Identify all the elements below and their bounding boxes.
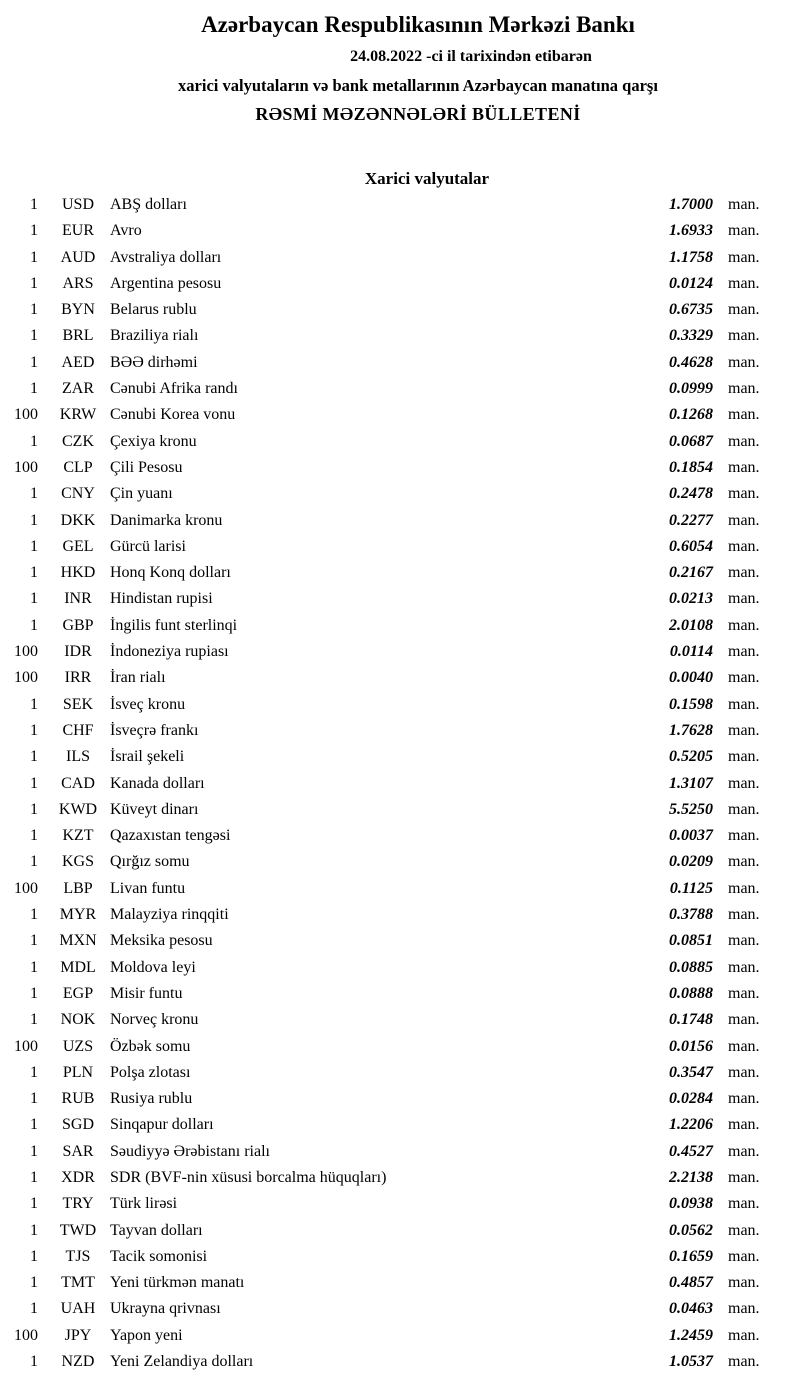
currency-name-cell: Moldova leyi xyxy=(110,958,196,976)
quantity-cell: 100 xyxy=(14,1037,38,1055)
currency-code-cell: INR xyxy=(64,590,92,608)
currency-name-cell: İndoneziya rupiası xyxy=(110,643,229,661)
subject-line: xarici valyutaların və bank metallarının Azərbaycan manatına qarşı xyxy=(178,76,658,95)
rate-value-cell: 0.3788 xyxy=(669,906,713,924)
unit-label-cell: man. xyxy=(728,1326,760,1344)
currency-code-cell: KRW xyxy=(59,406,97,424)
currency-code-cell: NOK xyxy=(60,1011,96,1029)
rate-value-cell: 0.0999 xyxy=(669,380,713,398)
rate-value-cell: 0.0885 xyxy=(669,958,713,976)
currency-code-cell: HKD xyxy=(60,564,96,582)
currency-name-cell: Argentina pesosu xyxy=(110,274,222,292)
currency-code-cell: SAR xyxy=(62,1142,94,1160)
currency-code-cell: CAD xyxy=(61,774,95,792)
currency-code-cell: ILS xyxy=(66,748,90,766)
bank-title: Azərbaycan Respublikasının Mərkəzi Bankı xyxy=(201,12,635,37)
unit-label-cell: man. xyxy=(728,458,760,476)
currency-code-cell: UZS xyxy=(62,1037,94,1055)
currency-code-cell: AUD xyxy=(60,248,96,266)
currency-code-cell: TMT xyxy=(61,1274,95,1292)
currency-name-cell: İsveçrə frankı xyxy=(110,721,199,739)
currency-code-cell: DKK xyxy=(60,511,96,529)
rate-value-cell: 0.4527 xyxy=(669,1142,713,1160)
unit-label-cell: man. xyxy=(728,406,760,424)
unit-label-cell: man. xyxy=(728,1037,760,1055)
rate-value-cell: 0.1268 xyxy=(669,406,713,424)
quantity-cell: 1 xyxy=(30,1221,38,1239)
currency-code-cell: MXN xyxy=(59,932,97,950)
unit-label-cell: man. xyxy=(728,721,760,739)
rate-row xyxy=(0,534,800,560)
quantity-cell: 100 xyxy=(14,1326,38,1344)
unit-label-cell: man. xyxy=(728,1221,760,1239)
quantity-cell: 1 xyxy=(30,196,38,213)
unit-label-cell: man. xyxy=(728,537,760,555)
currency-code-cell: EUR xyxy=(62,222,94,240)
rate-value-cell: 0.0114 xyxy=(669,643,713,661)
currency-name-cell: Yapon yeni xyxy=(110,1326,183,1344)
rate-value-cell: 1.0537 xyxy=(669,1353,713,1371)
currency-name-cell: Sinqapur dolları xyxy=(110,1116,214,1134)
currency-code-cell: EGP xyxy=(62,984,94,1002)
quantity-cell: 1 xyxy=(30,1168,38,1186)
currency-name-cell: Gürcü larisi xyxy=(110,537,186,555)
rate-row xyxy=(0,1165,800,1191)
rate-row xyxy=(0,1112,800,1138)
currency-name-cell: Qırğız somu xyxy=(110,853,190,871)
quantity-cell: 100 xyxy=(14,643,38,661)
unit-label-cell: man. xyxy=(728,301,760,319)
currency-code-cell: BRL xyxy=(62,327,94,345)
unit-label-cell: man. xyxy=(728,511,760,529)
currency-name-cell: Norveç kronu xyxy=(110,1011,199,1029)
rate-value-cell: 1.6933 xyxy=(669,222,713,240)
unit-label-cell: man. xyxy=(728,879,760,897)
unit-label-cell: man. xyxy=(728,774,760,792)
currency-code-cell: LBP xyxy=(63,879,93,897)
currency-code-cell: CNY xyxy=(61,485,95,503)
rate-value-cell: 0.1598 xyxy=(669,695,713,713)
currency-code-cell: NZD xyxy=(61,1353,95,1371)
rate-row xyxy=(0,771,800,797)
rate-value-cell: 0.4628 xyxy=(669,353,713,371)
currency-name-cell: İran rialı xyxy=(110,669,166,687)
currency-code-cell: KGS xyxy=(61,853,94,871)
quantity-cell: 1 xyxy=(30,301,38,319)
rate-row xyxy=(0,429,800,455)
currency-name-cell: Belarus rublu xyxy=(110,301,197,319)
currency-code-cell: TJS xyxy=(65,1247,91,1265)
unit-label-cell: man. xyxy=(728,984,760,1002)
currency-name-cell: İngilis funt sterlinqi xyxy=(110,616,238,634)
currency-name-cell: İsveç kronu xyxy=(110,695,186,713)
rate-value-cell: 0.2167 xyxy=(669,564,713,582)
rate-value-cell: 0.6054 xyxy=(669,537,713,555)
rate-row xyxy=(0,1218,800,1244)
section-title-foreign-currencies: Xarici valyutalar xyxy=(364,169,490,188)
currency-name-cell: Livan funtu xyxy=(110,879,186,897)
quantity-cell: 1 xyxy=(30,1353,38,1371)
quantity-cell: 1 xyxy=(30,485,38,503)
unit-label-cell: man. xyxy=(728,1300,760,1318)
rate-row xyxy=(0,350,800,376)
unit-label-cell: man. xyxy=(728,827,760,845)
quantity-cell: 1 xyxy=(30,353,38,371)
quantity-cell: 100 xyxy=(14,669,38,687)
currency-code-cell: RUB xyxy=(61,1090,95,1108)
unit-label-cell: man. xyxy=(728,248,760,266)
rate-row xyxy=(0,797,800,823)
currency-code-cell: IRR xyxy=(64,669,92,687)
currency-code-cell: USD xyxy=(61,196,94,213)
rate-row xyxy=(0,481,800,507)
rate-value-cell: 1.1758 xyxy=(669,248,713,266)
rate-value-cell: 0.2277 xyxy=(669,511,713,529)
rate-row xyxy=(0,876,800,902)
currency-code-cell: CLP xyxy=(63,458,93,476)
quantity-cell: 1 xyxy=(30,695,38,713)
quantity-cell: 1 xyxy=(30,1011,38,1029)
quantity-cell: 1 xyxy=(30,327,38,345)
unit-label-cell: man. xyxy=(728,327,760,345)
rate-value-cell: 0.0040 xyxy=(669,669,713,687)
bulletin-title: RƏSMİ MƏZƏNNƏLƏRİ BÜLLETENİ xyxy=(255,104,581,124)
unit-label-cell: man. xyxy=(728,669,760,687)
currency-code-cell: PLN xyxy=(62,1063,94,1081)
bulletin-header xyxy=(36,0,800,126)
quantity-cell: 1 xyxy=(30,564,38,582)
currency-code-cell: SEK xyxy=(62,695,94,713)
currency-code-cell: MYR xyxy=(59,906,97,924)
unit-label-cell: man. xyxy=(728,590,760,608)
rate-value-cell: 1.2206 xyxy=(669,1116,713,1134)
unit-label-cell: man. xyxy=(728,196,760,213)
unit-label-cell: man. xyxy=(728,564,760,582)
currency-name-cell: Misir funtu xyxy=(110,984,183,1002)
unit-label-cell: man. xyxy=(728,748,760,766)
rate-row xyxy=(0,1244,800,1270)
quantity-cell: 100 xyxy=(14,406,38,424)
rates-table xyxy=(0,192,800,1375)
unit-label-cell: man. xyxy=(728,1090,760,1108)
currency-code-cell: GBP xyxy=(62,616,94,634)
rate-value-cell: 1.2459 xyxy=(669,1326,713,1344)
rate-row xyxy=(0,613,800,639)
currency-code-cell: IDR xyxy=(64,643,92,661)
rate-row xyxy=(0,1007,800,1033)
unit-label-cell: man. xyxy=(728,695,760,713)
rate-row xyxy=(0,508,800,534)
quantity-cell: 1 xyxy=(30,800,38,818)
rate-value-cell: 0.0938 xyxy=(669,1195,713,1213)
currency-name-cell: Honq Konq dolları xyxy=(110,564,231,582)
quantity-cell: 1 xyxy=(30,590,38,608)
quantity-cell: 1 xyxy=(30,906,38,924)
rate-value-cell: 0.4857 xyxy=(669,1274,713,1292)
rate-value-cell: 0.0687 xyxy=(669,432,713,450)
rate-row xyxy=(0,692,800,718)
currency-name-cell: Hindistan rupisi xyxy=(110,590,213,608)
currency-name-cell: Avro xyxy=(110,222,142,240)
quantity-cell: 1 xyxy=(30,932,38,950)
unit-label-cell: man. xyxy=(728,353,760,371)
currency-code-cell: UAH xyxy=(60,1300,96,1318)
unit-label-cell: man. xyxy=(728,932,760,950)
quantity-cell: 1 xyxy=(30,274,38,292)
rate-value-cell: 0.0562 xyxy=(669,1221,713,1239)
rate-row xyxy=(0,823,800,849)
quantity-cell: 1 xyxy=(30,827,38,845)
currency-name-cell: Avstraliya dolları xyxy=(110,248,222,266)
unit-label-cell: man. xyxy=(728,958,760,976)
quantity-cell: 1 xyxy=(30,1247,38,1265)
quantity-cell: 1 xyxy=(30,511,38,529)
quantity-cell: 1 xyxy=(30,222,38,240)
unit-label-cell: man. xyxy=(728,1353,760,1371)
unit-label-cell: man. xyxy=(728,1011,760,1029)
rate-value-cell: 1.7000 xyxy=(669,196,713,213)
quantity-cell: 1 xyxy=(30,1195,38,1213)
rate-row xyxy=(0,981,800,1007)
currency-name-cell: Səudiyyə Ərəbistanı rialı xyxy=(110,1142,270,1160)
unit-label-cell: man. xyxy=(728,1168,760,1186)
rate-row xyxy=(0,849,800,875)
rate-value-cell: 0.0124 xyxy=(669,274,713,292)
unit-label-cell: man. xyxy=(728,1195,760,1213)
rate-value-cell: 0.1748 xyxy=(669,1011,713,1029)
currency-name-cell: Yeni Zelandiya dolları xyxy=(110,1353,254,1371)
rate-row xyxy=(0,955,800,981)
currency-name-cell: Cənubi Afrika randı xyxy=(110,380,238,398)
rate-row xyxy=(0,639,800,665)
rate-value-cell: 0.0156 xyxy=(669,1037,713,1055)
unit-label-cell: man. xyxy=(728,1274,760,1292)
currency-name-cell: SDR (BVF-nin xüsusi borcalma hüquqları) xyxy=(110,1168,387,1186)
rate-row xyxy=(0,455,800,481)
currency-code-cell: MDL xyxy=(60,958,96,976)
unit-label-cell: man. xyxy=(728,906,760,924)
unit-label-cell: man. xyxy=(728,643,760,661)
currency-code-cell: XDR xyxy=(61,1168,95,1186)
quantity-cell: 1 xyxy=(30,721,38,739)
currency-code-cell: GEL xyxy=(62,537,94,555)
rate-row xyxy=(0,718,800,744)
unit-label-cell: man. xyxy=(728,432,760,450)
quantity-cell: 1 xyxy=(30,774,38,792)
rate-value-cell: 0.3329 xyxy=(669,327,713,345)
currency-code-cell: JPY xyxy=(64,1326,92,1344)
currency-code-cell: ARS xyxy=(62,274,94,292)
currency-name-cell: Yeni türkmən manatı xyxy=(110,1274,245,1292)
rate-row xyxy=(0,245,800,271)
rate-value-cell: 0.0209 xyxy=(669,853,713,871)
rate-row xyxy=(0,586,800,612)
rate-row xyxy=(0,1139,800,1165)
rate-value-cell: 0.0037 xyxy=(669,827,713,845)
quantity-cell: 100 xyxy=(14,458,38,476)
quantity-cell: 1 xyxy=(30,1063,38,1081)
currency-name-cell: İsrail şekeli xyxy=(110,748,185,766)
effective-date-line: 24.08.2022 -ci il tarixindən etibarən xyxy=(350,48,592,65)
currency-name-cell: Türk lirəsi xyxy=(110,1195,178,1213)
rate-row xyxy=(0,665,800,691)
rate-row xyxy=(0,902,800,928)
unit-label-cell: man. xyxy=(728,222,760,240)
currency-code-cell: CHF xyxy=(62,721,94,739)
quantity-cell: 1 xyxy=(30,616,38,634)
currency-code-cell: KZT xyxy=(62,827,94,845)
rate-value-cell: 0.6735 xyxy=(669,301,713,319)
currency-name-cell: Cənubi Korea vonu xyxy=(110,406,236,424)
quantity-cell: 1 xyxy=(30,1090,38,1108)
rate-value-cell: 1.3107 xyxy=(669,774,713,792)
quantity-cell: 1 xyxy=(30,984,38,1002)
rate-row xyxy=(0,928,800,954)
currency-code-cell: AED xyxy=(61,353,95,371)
currency-name-cell: Rusiya rublu xyxy=(110,1090,193,1108)
currency-name-cell: Çexiya kronu xyxy=(110,432,197,450)
rate-value-cell: 0.5205 xyxy=(669,748,713,766)
unit-label-cell: man. xyxy=(728,1142,760,1160)
currency-name-cell: Tacik somonisi xyxy=(110,1247,208,1265)
rate-row xyxy=(0,1323,800,1349)
quantity-cell: 1 xyxy=(30,248,38,266)
quantity-cell: 1 xyxy=(30,958,38,976)
quantity-cell: 1 xyxy=(30,853,38,871)
rate-row xyxy=(0,402,800,428)
rate-row xyxy=(0,323,800,349)
quantity-cell: 1 xyxy=(30,432,38,450)
rate-row xyxy=(0,1034,800,1060)
unit-label-cell: man. xyxy=(728,274,760,292)
currency-code-cell: KWD xyxy=(58,800,98,818)
rate-value-cell: 0.1854 xyxy=(669,458,713,476)
quantity-cell: 100 xyxy=(14,879,38,897)
currency-code-cell: TRY xyxy=(62,1195,94,1213)
quantity-cell: 1 xyxy=(30,380,38,398)
currency-name-cell: Ukrayna qrivnası xyxy=(110,1300,221,1318)
quantity-cell: 1 xyxy=(30,1116,38,1134)
rate-row xyxy=(0,271,800,297)
currency-name-cell: Polşa zlotası xyxy=(110,1063,191,1081)
unit-label-cell: man. xyxy=(728,800,760,818)
rate-value-cell: 0.0888 xyxy=(669,984,713,1002)
rate-value-cell: 0.2478 xyxy=(669,485,713,503)
rate-value-cell: 5.5250 xyxy=(669,800,713,818)
rate-value-cell: 1.7628 xyxy=(669,721,713,739)
rate-value-cell: 0.3547 xyxy=(669,1063,713,1081)
quantity-cell: 1 xyxy=(30,748,38,766)
currency-name-cell: Meksika pesosu xyxy=(110,932,213,950)
currency-code-cell: BYN xyxy=(61,301,95,319)
currency-name-cell: ABŞ dolları xyxy=(110,196,187,213)
rate-row xyxy=(0,560,800,586)
rate-row xyxy=(0,1296,800,1322)
currency-name-cell: Çili Pesosu xyxy=(110,458,183,476)
rate-row xyxy=(0,1191,800,1217)
quantity-cell: 1 xyxy=(30,1300,38,1318)
rate-row xyxy=(0,744,800,770)
rate-row xyxy=(0,1270,800,1296)
rate-value-cell: 2.2138 xyxy=(669,1168,713,1186)
currency-code-cell: CZK xyxy=(62,432,94,450)
currency-name-cell: Kanada dolları xyxy=(110,774,205,792)
quantity-cell: 1 xyxy=(30,1142,38,1160)
rate-value-cell: 0.0213 xyxy=(669,590,713,608)
currency-name-cell: Tayvan dolları xyxy=(110,1221,203,1239)
rate-row xyxy=(0,1060,800,1086)
unit-label-cell: man. xyxy=(728,1247,760,1265)
rate-row xyxy=(0,1086,800,1112)
quantity-cell: 1 xyxy=(30,1274,38,1292)
currency-code-cell: TWD xyxy=(59,1221,97,1239)
quantity-cell: 1 xyxy=(30,537,38,555)
rate-value-cell: 0.0463 xyxy=(669,1300,713,1318)
unit-label-cell: man. xyxy=(728,853,760,871)
currency-name-cell: Özbək somu xyxy=(110,1037,191,1055)
rate-value-cell: 0.0284 xyxy=(669,1090,713,1108)
unit-label-cell: man. xyxy=(728,1063,760,1081)
currency-name-cell: Qazaxıstan tengəsi xyxy=(110,827,231,845)
currency-name-cell: Küveyt dinarı xyxy=(110,800,199,818)
currency-name-cell: Braziliya rialı xyxy=(110,327,199,345)
currency-code-cell: SGD xyxy=(61,1116,94,1134)
unit-label-cell: man. xyxy=(728,616,760,634)
unit-label-cell: man. xyxy=(728,380,760,398)
rate-row xyxy=(0,376,800,402)
currency-name-cell: Malayziya rinqqiti xyxy=(110,906,229,924)
rate-row xyxy=(0,192,800,218)
rate-row xyxy=(0,297,800,323)
rate-value-cell: 0.0851 xyxy=(669,932,713,950)
rate-row xyxy=(0,1349,800,1375)
currency-code-cell: ZAR xyxy=(62,380,94,398)
unit-label-cell: man. xyxy=(728,485,760,503)
rate-value-cell: 0.1659 xyxy=(669,1247,713,1265)
currency-name-cell: Danimarka kronu xyxy=(110,511,223,529)
rate-value-cell: 2.0108 xyxy=(669,616,713,634)
currency-name-cell: BƏƏ dirhəmi xyxy=(110,353,198,371)
rate-row xyxy=(0,218,800,244)
rate-value-cell: 0.1125 xyxy=(669,879,713,897)
unit-label-cell: man. xyxy=(728,1116,760,1134)
currency-name-cell: Çin yuanı xyxy=(110,485,173,503)
